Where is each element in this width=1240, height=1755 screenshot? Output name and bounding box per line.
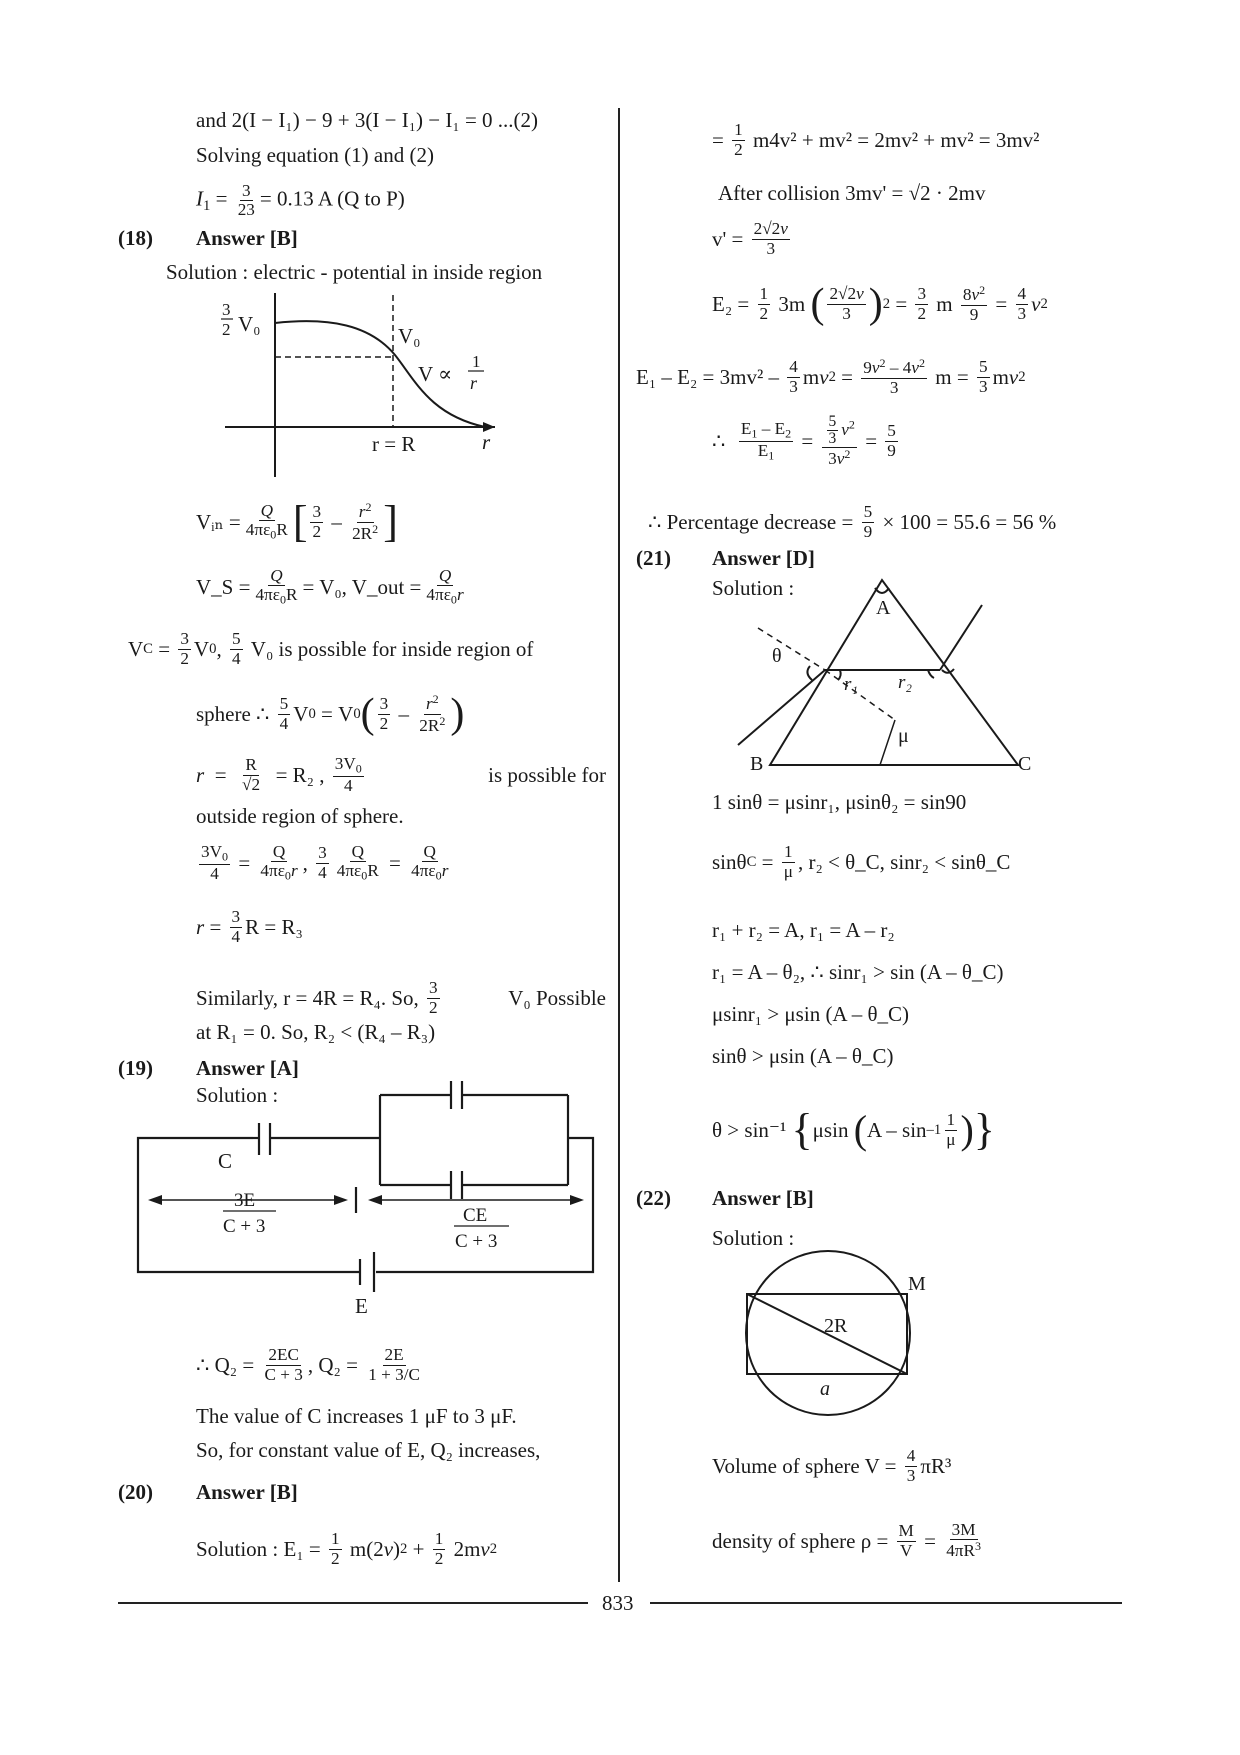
right-arrow-head-end (570, 1195, 584, 1205)
r3-equation: r = $\frac{3}{4}$ R = R₃ (196, 907, 303, 946)
q18-answer: Answer [B] (196, 226, 298, 250)
left-arrow-head (148, 1195, 162, 1205)
capacitor-circuit (128, 1075, 608, 1318)
left-charge-den: C + 3 (223, 1216, 266, 1237)
critical-angle-equation: sinθ C = $\frac{1}{\mu}$ , r₂ < θ_C, sinr₂ < sinθ_C (712, 842, 1011, 881)
curve-frac-den: r (470, 373, 478, 393)
angle-sum-equation: r₁ + r₂ = A, r₁ = A – r₂ (712, 918, 895, 942)
constant-text: So, for constant value of E, Q₂ increases, (196, 1438, 541, 1462)
right-charge-den: C + 3 (455, 1231, 498, 1252)
energy-line: = $\frac{1}{2}$ m4v² + mv² = 2mv² + mv² = 3mv² (712, 120, 1040, 159)
similarly-line: Similarly, r = 4R = R₄. So, $\frac{3}{2}$ V₀ Possible (196, 978, 606, 1017)
potential-curve (275, 321, 485, 427)
q22-solution: Solution : (712, 1226, 795, 1250)
left-arrow-head-end (334, 1195, 348, 1205)
column-divider (618, 108, 620, 1582)
r2-label: r₂ (898, 672, 912, 693)
y-label: V₀ (238, 312, 261, 336)
q22-answer: Answer [B] (712, 1186, 814, 1210)
curve-label: V ∝ (418, 362, 453, 386)
theta-label: θ (772, 645, 782, 667)
at-r1-line: at R₁ = 0. So, R₂ < (R₄ – R₃) (196, 1020, 436, 1044)
vs-equation: V_S = $\frac{Q}{4\pi\varepsilon_0R}$ = V₀, V_out = $\frac{Q}{4\pi\varepsilon_0r}$ (196, 566, 464, 608)
vc-line: V C = $\frac{3}{2}$ V 0 , $\frac{5}{4}$ V₀ is possible for inside region of (128, 629, 534, 668)
percentage-line: ∴ Percentage decrease = $\frac{5}{9}$ × 100 = 55.6 = 56 % (648, 502, 1057, 541)
q18-solution: Solution : electric - potential in inside region (166, 260, 543, 284)
vertex-c-label: C (1018, 753, 1032, 775)
r1-inequality: r₁ = A – θ₂, ∴ sinr₁ > sin (A – θ_C) (712, 960, 1004, 984)
three-v0-equation: $\frac{3V_0}{4}$ = $\frac{Q}{4\pi\varepsilon_0r}$ , $\frac{3}{4}$ $\frac{Q}{4\pi\varepsilon_0R}$ = $\frac{Q}{4\pi\varepsilon_0r}$ (201, 842, 449, 884)
normal-outside (758, 628, 825, 670)
mu-sin-inequality: μsinr₁ > μsin (A – θ_C) (712, 1002, 909, 1026)
outside-text: outside region of sphere. (196, 804, 404, 828)
right-arrow-head (368, 1195, 382, 1205)
e2-equation: E₂ = $\frac{1}{2}$ 3m ( $\frac{2√2v}{3}$ ) 2 = $\frac{3}{2}$ m $\frac{8v^2}{9}$ = $\frac{4}{3}$ v 2 (712, 281, 1048, 327)
current-result: $I_1$ = $\frac{3}{23}$ = 0.13 A (Q to P) (196, 181, 405, 220)
snell-equation: 1 sinθ = μsinr₁, μsinθ₂ = sin90 (712, 790, 967, 814)
mid-label: V₀ (398, 324, 421, 348)
mass-label: M (908, 1273, 926, 1295)
c-increase-text: The value of C increases 1 μF to 3 μF. (196, 1404, 517, 1428)
side-label: a (820, 1378, 830, 1400)
q2-equation: ∴ Q₂ = $\frac{2EC}{C + 3}$ , Q₂ = $\frac{2E}{1 + 3/C}$ (196, 1345, 420, 1384)
normal-inside (825, 670, 895, 720)
page-number: 833 (602, 1591, 634, 1615)
left-charge-num: 3E (234, 1190, 256, 1211)
sphere-diagram (730, 1250, 950, 1420)
r1-arc (838, 670, 841, 680)
x-axis-label: r (482, 430, 491, 454)
v-prime-equation: v' = $\frac{2√2v}{3}$ (712, 219, 788, 258)
prism-diagram (730, 570, 1030, 780)
solving-text: Solving equation (1) and (2) (196, 143, 434, 167)
vertex-a-label: A (876, 597, 891, 619)
sin-theta-inequality: sinθ > μsin (A – θ_C) (712, 1044, 894, 1068)
footer-line-left (118, 1602, 588, 1604)
eq-line-2: and 2(I − I₁) − 9 + 3(I − I₁) − I₁ = 0 ...(2) (196, 108, 539, 132)
q18-number: (18) (118, 226, 153, 250)
q21-number: (21) (636, 546, 671, 570)
right-charge-num: CE (463, 1205, 488, 1226)
theta-final-inequality: θ > sin⁻¹ { μsin ( A – sin –1 $\frac{1}{\mu}$ ) } (712, 1105, 995, 1154)
q21-answer: Answer [D] (712, 546, 815, 570)
y-label-frac-num: 3 (222, 300, 231, 319)
vin-equation: Vᵢₙ = $\frac{Q}{4\pi\varepsilon_0R}$ [ $\frac{3}{2}$ – $\frac{r^2}{2R^2}$ ] (196, 497, 398, 546)
diagonal-label: 2R (824, 1315, 848, 1337)
mu-label: μ (898, 725, 909, 747)
q19-number: (19) (118, 1056, 153, 1080)
density-equation: density of sphere ρ = $\frac{M}{V}$ = $\frac{3M}{4\pi R^3}$ (712, 1520, 981, 1561)
q19-answer: Answer [A] (196, 1056, 299, 1080)
y-label-frac-den: 2 (222, 320, 231, 339)
r-equation: r = $\frac{R}{√2}$ = R₂ , $\frac{3V_0}{4}$ is possible for (196, 754, 606, 795)
footer-line-right (650, 1602, 1122, 1604)
q19-solution: Solution : (196, 1083, 279, 1107)
sphere-equation: sphere ∴ $\frac{5}{4}$ V 0 = V 0 ( $\frac{3}{2}$ – $\frac{r^2}{2R^2}$ ) (196, 691, 465, 737)
q20-number: (20) (118, 1480, 153, 1504)
volume-equation: Volume of sphere V = $\frac{4}{3}$ πR³ (712, 1446, 952, 1485)
vertex-b-label: B (750, 753, 764, 775)
potential-graph (210, 285, 510, 485)
theta-arc (807, 666, 812, 680)
after-collision: After collision 3mv' = √2 · 2mv (718, 180, 986, 205)
q20-answer: Answer [B] (196, 1480, 298, 1504)
r2-arc (928, 670, 934, 678)
base-normal (880, 720, 895, 765)
ratio-equation: ∴ $\frac{E_1 - E_2}{E_1}$ = $\frac{5}{3}$ $v^2$ $3v^2$ = $\frac{5}{9}$ (712, 412, 896, 469)
q22-number: (22) (636, 1186, 671, 1210)
x-tick-label: r = R (372, 432, 416, 456)
q20-solution: Solution : E₁ = $\frac{1}{2}$ m(2 v ) 2 + $\frac{1}{2}$ 2m v 2 (196, 1529, 498, 1568)
r1-label: r₁ (844, 674, 858, 695)
e1-minus-e2-equation: E₁ – E₂ = 3mv² – $\frac{4}{3}$ m v 2 = $\frac{9v^2 - 4v^2}{3}$ m = $\frac{5}{3}$ m v 2 (636, 356, 1026, 397)
capacitor-c-label: C (218, 1149, 233, 1173)
emergent-ray (940, 605, 982, 670)
curve-frac-num: 1 (472, 352, 481, 371)
q21-solution: Solution : (712, 576, 795, 600)
incident-ray (738, 670, 825, 745)
battery-e-label: E (355, 1294, 368, 1318)
